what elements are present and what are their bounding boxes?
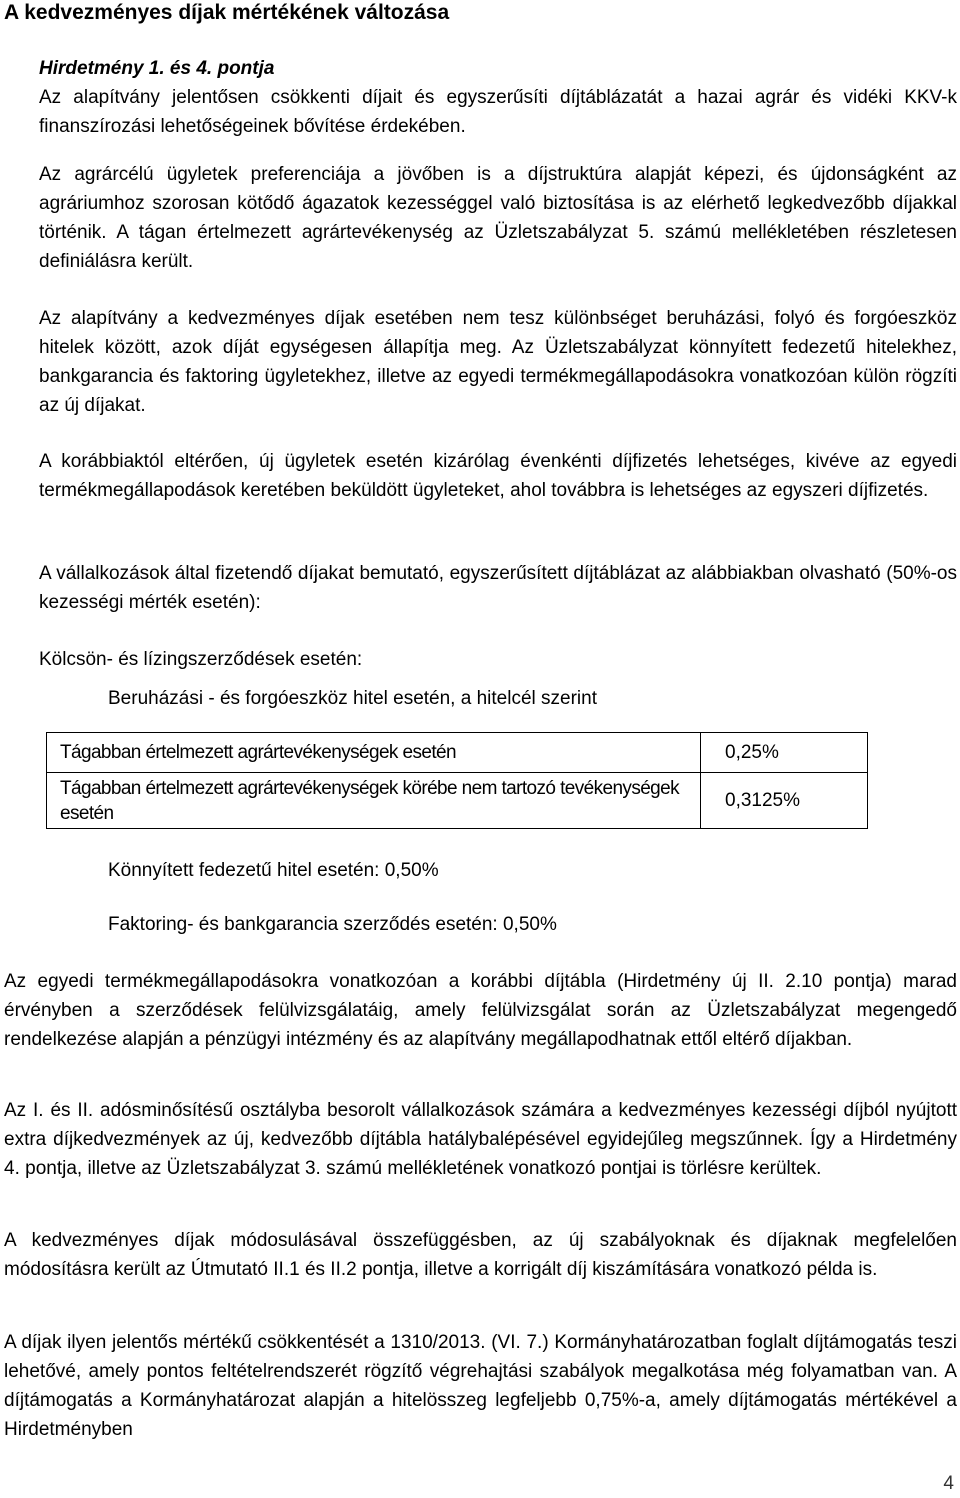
table-cell-value: 0,3125% xyxy=(701,773,868,829)
paragraph-9: A kedvezményes díjak módosulásával összefüggésben, az új szabályoknak és díjaknak megfelelően módosításra került az Útmutató II.1 és II.2 pontja, illetve a korrigált díj kiszámítására vonatkozó példa is. xyxy=(4,1230,957,1280)
table-row xyxy=(47,773,868,829)
paragraph-5: A vállalkozások által fizetendő díjakat bemutató, egyszerűsített díjtáblázat az alábbiakban olvasható (50%-os kezességi mérték esetén): xyxy=(39,563,957,613)
paragraph-5-block xyxy=(39,559,957,617)
paragraph-1: Az alapítvány jelentősen csökkenti díjait és egyszerűsíti díjtáblázatát a hazai agrár és vidéki KKV-k finanszírozási lehetőségeinek bővítése érdekében. xyxy=(39,87,957,137)
paragraph-10-block xyxy=(4,1328,957,1444)
paragraph-10: A díjak ilyen jelentős mértékű csökkentését a 1310/2013. (VI. 7.) Kormányhatározatban foglalt díjtámogatás teszi lehetővé, amely pontos feltételrendszerét rögzítő végrehajtási szabályok megalkotása még folyamatban van. A díjtámogatás a Kormányhatározat alapján a hitelösszeg legfeljebb 0,75%-a, amely díjtámogatás mértékével a Hirdetményben xyxy=(4,1332,957,1440)
paragraph-9-block xyxy=(4,1226,957,1284)
paragraph-4-block xyxy=(39,447,957,505)
paragraph-8: Az I. és II. adósminősítésű osztályba besorolt vállalkozások számára a kedvezményes kezességi díjból nyújtott extra díjkedvezmények az új, kedvezőbb díjtábla hatálybalépésével egyidejűleg megszűnnek. Így a Hirdetmény 4. pontja, illetve az Üzletszabályzat 3. számú mellékletének vonatkozó pontjai is törlésre kerültek. xyxy=(4,1100,957,1179)
table-cell-value: 0,25% xyxy=(701,733,868,773)
table-cell-label: Tágabban értelmezett agrártevékenységek esetén xyxy=(47,733,701,773)
fee-table xyxy=(46,732,868,829)
paragraph-7-block xyxy=(4,967,957,1054)
document-title: A kedvezményes díjak mértékének változása xyxy=(4,1,450,24)
table-row xyxy=(47,733,868,773)
paragraph-4: A korábbiaktól eltérően, új ügyletek esetén kizárólag évenkénti díjfizetés lehetséges, kivéve az egyedi termékmegállapodások keretében beküldött ügyleteket, ahol továbbra is lehetséges az egyszeri díjfizetés. xyxy=(39,451,957,501)
paragraph-2-block xyxy=(39,160,957,276)
subtitle-light-collateral: Könnyített fedezetű hitel esetén: 0,50% xyxy=(108,860,439,881)
subtitle-factoring: Faktoring- és bankgarancia szerződés esetén: 0,50% xyxy=(108,914,557,935)
table-cell-label: Tágabban értelmezett agrártevékenységek körébe nem tartozó tevékenységek esetén xyxy=(47,773,701,829)
paragraph-6: Kölcsön- és lízingszerződések esetén: xyxy=(39,649,363,670)
paragraph-8-block xyxy=(4,1096,957,1183)
section-subheading: Hirdetmény 1. és 4. pontja xyxy=(39,58,275,79)
page-number: 4 xyxy=(943,1473,954,1494)
paragraph-7: Az egyedi termékmegállapodásokra vonatkozóan a korábbi díjtábla (Hirdetmény új II. 2.10 pontja) marad érvényben a szerződések felülvizsgálatáig, amely felülvizsgálat során az Üzletszabályzat megengedő rendelkezése alapján a pénzügyi intézmény és az alapítvány megállapodhatnak ettől eltérő díjakban. xyxy=(4,971,957,1050)
subtitle-investment-loan: Beruházási - és forgóeszköz hitel esetén, a hitelcél szerint xyxy=(108,688,597,709)
paragraph-3-block xyxy=(39,304,957,420)
paragraph-2: Az agrárcélú ügyletek preferenciája a jövőben is a díjstruktúra alapját képezi, és újdonságként az agráriumhoz szorosan kötődő ágazatok kezességgel való biztosítása is az elérhető legkedvezőbb díjakkal történik. A tágan értelmezett agrártevékenység az Üzletszabályzat 5. számú mellékletében részletesen definiálásra került. xyxy=(39,164,957,272)
paragraph-3: Az alapítvány a kedvezményes díjak esetében nem tesz különbséget beruházási, folyó és forgóeszköz hitelek között, azok díját egységesen állapítja meg. Az Üzletszabályzat könnyített fedezetű hitelekhez, bankgarancia és faktoring ügyletekhez, illetve az egyedi termékmegállapodásokra vonatkozóan külön rögzíti az új díjakat. xyxy=(39,308,957,416)
paragraph-6-block xyxy=(39,645,957,674)
section-intro xyxy=(39,54,957,141)
